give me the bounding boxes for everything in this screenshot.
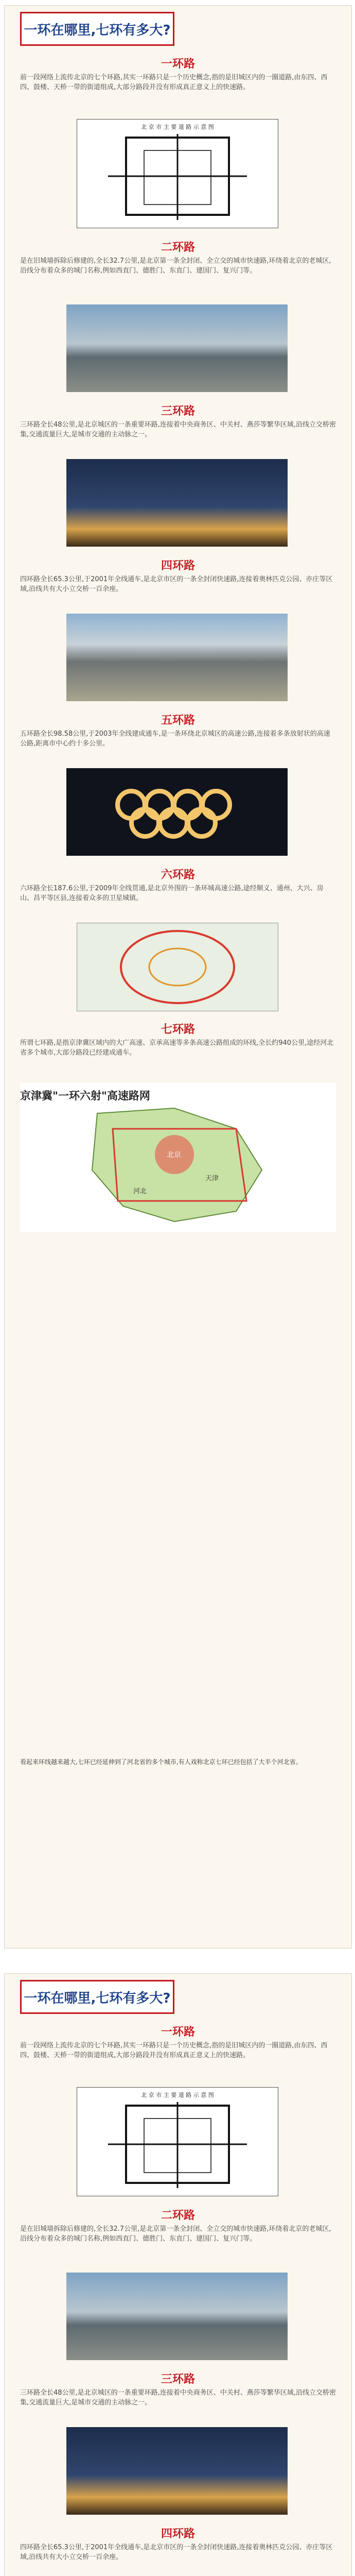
section-text-ring1: 前一段网络上流传北京的七个环路,其实一环路只是一个历史概念,指的是旧城区内的一圈道路,由东四、西四、鼓楼、天桥一带的街道组成,大部分路段并没有形成真正意义上的快速路。 bbox=[20, 74, 328, 91]
section-text-ring3-2: 三环路全长48公里,是北京城区的一条重要环路,连接着中央商务区、中关村、燕莎等繁华区域,沿线立交桥密集,交通流量巨大,是城市交通的主动脉之一。 bbox=[20, 2389, 336, 2406]
ring6-map-graphic bbox=[77, 923, 278, 1011]
photo-ring3 bbox=[66, 459, 288, 547]
section-text-ring2: 是在旧城墙拆除后修建的,全长32.7公里,是北京第一条全封闭、全立交的城市快速路,环绕着北京的老城区,沿线分布着众多的城门名称,例如西直门、德胜门、东直门、建国门、复兴门等。 bbox=[20, 257, 331, 275]
section-title-ring1: 一环路 bbox=[161, 58, 195, 71]
section-title-ring5: 五环路 bbox=[161, 714, 195, 727]
road-map-graphic-2 bbox=[77, 2088, 278, 2196]
map-title-2: 北 京 市 主 要 道 路 示 意 图 bbox=[141, 2092, 214, 2098]
photo-olympic-rings bbox=[66, 768, 288, 856]
section-title-ring3-2: 三环路 bbox=[161, 2373, 195, 2386]
section-title-ring1-2: 一环路 bbox=[161, 2026, 195, 2039]
infographic-panel-2 bbox=[4, 1973, 352, 2576]
photo-ring2 bbox=[66, 304, 288, 392]
photo-ring2-2 bbox=[66, 2273, 288, 2360]
section-text-ring3: 三环路全长48公里,是北京城区的一条重要环路,连接着中央商务区、中关村、燕莎等繁华区域,沿线立交桥密集,交通流量巨大,是城市交通的主动脉之一。 bbox=[20, 421, 336, 438]
section-title-ring4-2: 四环路 bbox=[161, 2528, 195, 2540]
section-text-ring2-2: 是在旧城墙拆除后修建的,全长32.7公里,是北京第一条全封闭、全立交的城市快速路,环绕着北京的老城区,沿线分布着众多的城门名称,例如西直门、德胜门、东直门、建国门、复兴门等。 bbox=[20, 2225, 331, 2243]
section-title-ring7: 七环路 bbox=[161, 1023, 195, 1036]
map-title: 北 京 市 主 要 道 路 示 意 图 bbox=[141, 124, 214, 130]
region-label-hebei: 河北 bbox=[133, 1188, 147, 1195]
section-title-ring2-2: 二环路 bbox=[161, 2209, 195, 2222]
section-text-ring4: 四环路全长65.3公里,于2001年全线通车,是北京市区的一条全封闭快速路,连接着奥林匹克公园、亦庄等区域,沿线共有大小立交桥一百余座。 bbox=[20, 575, 333, 593]
road-map-graphic bbox=[77, 120, 278, 228]
road-map-image bbox=[77, 119, 278, 228]
header-banner bbox=[20, 12, 174, 46]
section-text-ring4-2: 四环路全长65.3公里,于2001年全线通车,是北京市区的一条全封闭快速路,连接着奥林匹克公园、亦庄等区域,沿线共有大小立交桥一百余座。 bbox=[20, 2544, 333, 2561]
ring6-map-image bbox=[77, 923, 278, 1011]
region-map-image bbox=[20, 1082, 336, 1232]
road-map-image-2 bbox=[77, 2087, 278, 2196]
section-title-ring2: 二环路 bbox=[161, 241, 195, 254]
section-text-ring5: 五环路全长98.58公里,于2003年全线建成通车,是一条环绕北京城区的高速公路,连接着多条放射状的高速公路,距离市中心约十多公里。 bbox=[20, 730, 330, 748]
region-map-graphic bbox=[20, 1082, 336, 1232]
section-text-ring7: 所谓七环路,是指京津冀区域内的大广高速、京承高速等多条高速公路组成的环线,全长约940公里,途经河北省多个城市,大部分路段已经建成通车。 bbox=[20, 1039, 334, 1057]
header-banner-2 bbox=[20, 1980, 174, 2014]
caption-text: 看起来环线越来越大,七环已经延伸到了河北省的多个城市,有人戏称北京七环已经包括了大半个河北省。 bbox=[20, 1758, 302, 1766]
header-title: 一环在哪里,七环有多大? bbox=[24, 23, 171, 38]
header-title-2: 一环在哪里,七环有多大? bbox=[24, 1991, 171, 2006]
section-title-ring3: 三环路 bbox=[161, 405, 195, 418]
section-title-ring4: 四环路 bbox=[161, 560, 195, 572]
photo-ring3-2 bbox=[66, 2427, 288, 2515]
section-text-ring6: 六环路全长187.6公里,于2009年全线贯通,是北京外围的一条环城高速公路,途经顺义、通州、大兴、房山、昌平等区县,连接着众多的卫星城镇。 bbox=[20, 885, 324, 902]
section-text-ring1-2: 前一段网络上流传北京的七个环路,其实一环路只是一个历史概念,指的是旧城区内的一圈道路,由东四、西四、鼓楼、天桥一带的街道组成,大部分路段并没有形成真正意义上的快速路。 bbox=[20, 2042, 328, 2059]
region-map-title: 京津冀"一环六射"高速路网 bbox=[20, 1089, 150, 1102]
infographic-panel-1 bbox=[4, 5, 352, 1948]
region-label-tianjin: 天津 bbox=[205, 1175, 219, 1182]
photo-ring4 bbox=[66, 614, 288, 701]
region-label-beijing: 北京 bbox=[167, 1151, 181, 1159]
section-title-ring6: 六环路 bbox=[161, 869, 195, 882]
